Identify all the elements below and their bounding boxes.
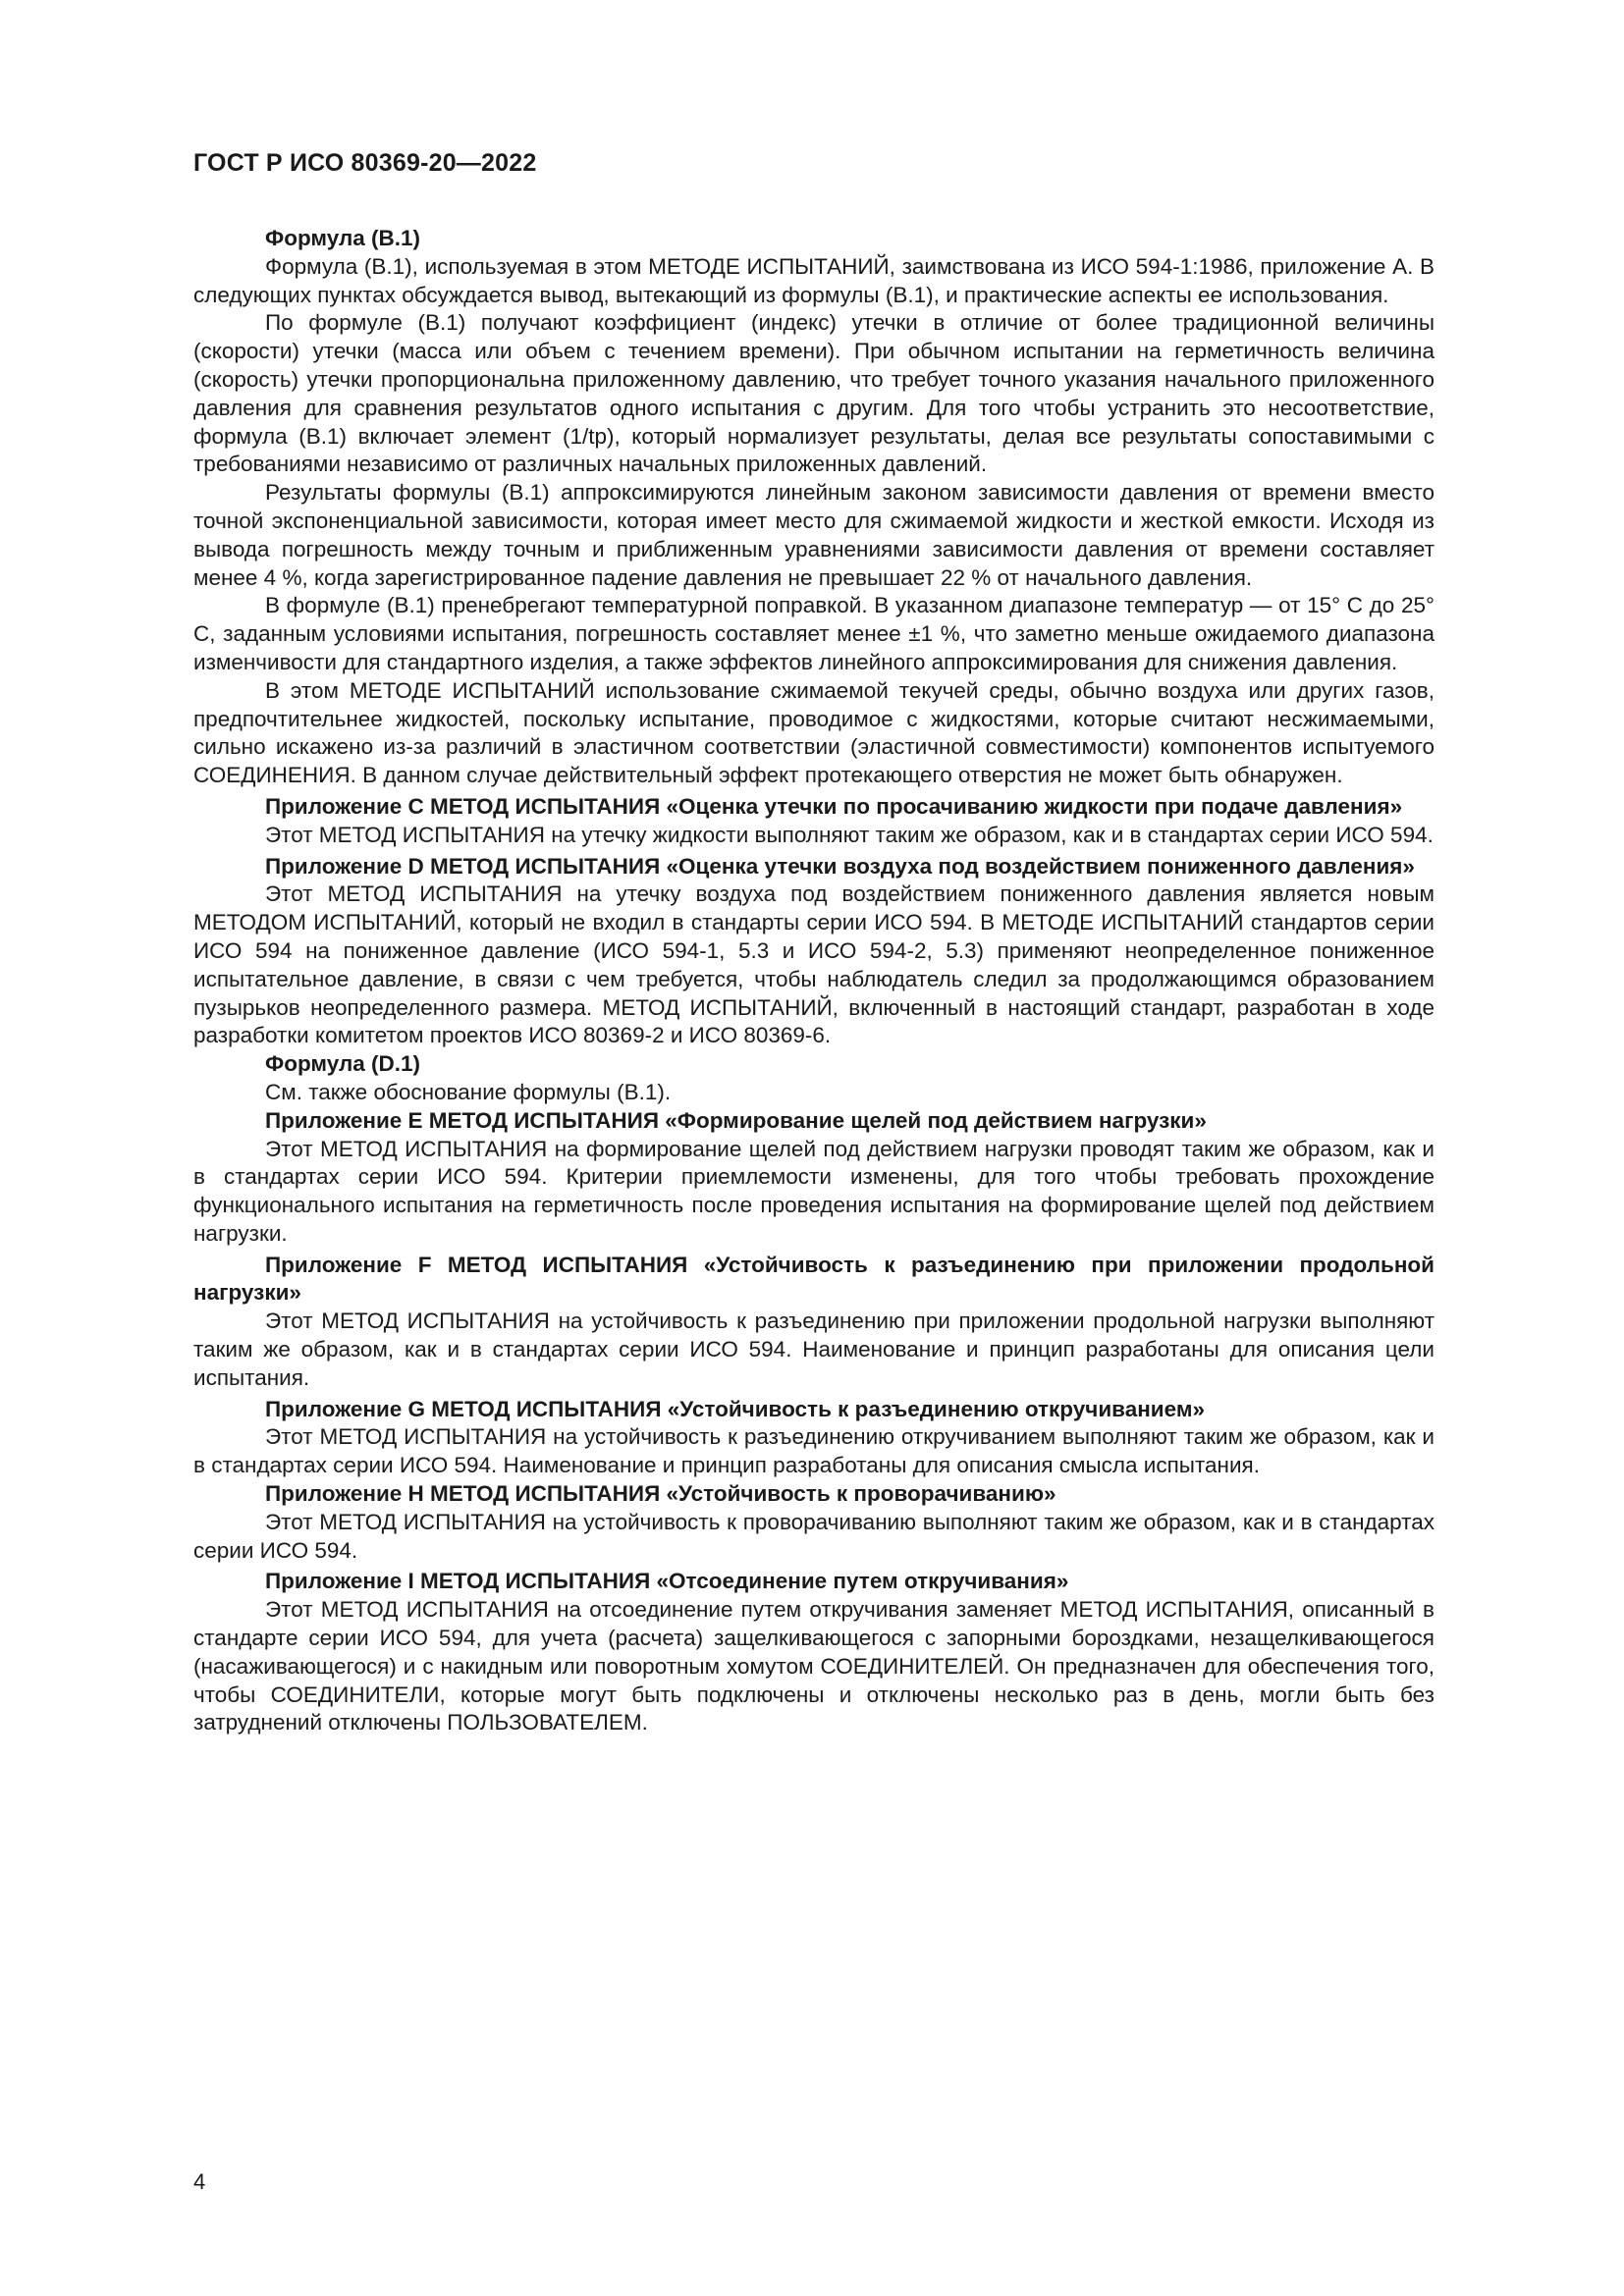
paragraph: Этот МЕТОД ИСПЫТАНИЯ на формирование щелей под действием нагрузки проводят таким же образом, как и в стандартах серии ИСО 594. Критерии приемлемости изменены, для того чтобы требовать прохождение функционального испытания на герметичность после проведения испытания на формирование щелей под действием нагрузки. — [193, 1136, 1435, 1246]
heading-annex-d: Приложение D МЕТОД ИСПЫТАНИЯ «Оценка утечки воздуха под воздействием пониженного давления» — [265, 853, 1415, 879]
paragraph: Этот МЕТОД ИСПЫТАНИЯ на отсоединение путем откручивания заменяет МЕТОД ИСПЫТАНИЯ, описанный в стандарте серии ИСО 594, для учета (расчета) защелкивающегося с запорными бороздками, незащелкивающегося (насаживающегося) и с накидным или поворотным хомутом СОЕДИНИТЕЛЕЙ. Он предназначен для обеспечения того, чтобы СОЕДИНИТЕЛИ, которые могут быть подключены и отключены несколько раз в день, могли быть без затруднений отключены ПОЛЬЗОВАТЕЛЕМ. — [193, 1597, 1435, 1735]
paragraph: По формуле (В.1) получают коэффициент (индекс) утечки в отличие от более традиционной величины (скорости) утечки (масса или объем с течением времени). При обычном испытании на герметичность величина (скорость) утечки пропорциональна приложенному давлению, что требует точного указания начального приложенного давления для сравнения результатов одного испытания с другим. Для того чтобы устранить это несоответствие, формула (В.1) включает элемент (1/tp), который нормализует результаты, делая все результаты сопоставимыми с требованиями независимо от различных начальных приложенных давлений. — [193, 310, 1435, 477]
paragraph: См. также обоснование формулы (В.1). — [265, 1079, 672, 1104]
paragraph: В этом МЕТОДЕ ИСПЫТАНИЙ использование сжимаемой текучей среды, обычно воздуха или других газов, предпочтительнее жидкостей, поскольку испытание, проводимое с жидкостями, которые считают несжимаемыми, сильно искажено из-за различий в эластичном соответствии (эластичной совместимости) компонентов испытуемого СОЕДИНЕНИЯ. В данном случае действительный эффект протекающего отверстия не может быть обнаружен. — [193, 677, 1435, 788]
heading-annex-e: Приложение Е МЕТОД ИСПЫТАНИЯ «Формирование щелей под действием нагрузки» — [265, 1107, 1207, 1133]
paragraph: Этот МЕТОД ИСПЫТАНИЯ на устойчивость к разъединению при приложении продольной нагрузки выполняют таким же образом, как и в стандартах серии ИСО 594. Наименование и принцип разработаны для описания цели испытания. — [193, 1308, 1435, 1390]
paragraph: Этот МЕТОД ИСПЫТАНИЯ на устойчивость к разъединению откручиванием выполняют таким же образом, как и в стандартах серии ИСО 594. Наименование и принцип разработаны для описания смысла испытания. — [193, 1424, 1435, 1478]
paragraph: Этот МЕТОД ИСПЫТАНИЯ на утечку жидкости выполняют таким же образом, как и в стандартах серии ИСО 594. — [265, 822, 1434, 847]
heading-annex-f: Приложение F МЕТОД ИСПЫТАНИЯ «Устойчивость к разъединению при приложении продольной нагрузки» — [193, 1252, 1435, 1306]
heading-annex-h: Приложение Н МЕТОД ИСПЫТАНИЯ «Устойчивость к проворачиванию» — [265, 1481, 1056, 1507]
paragraph: Этот МЕТОД ИСПЫТАНИЯ на устойчивость к проворачиванию выполняют таким же образом, как и в стандартах серии ИСО 594. — [193, 1509, 1435, 1563]
heading-annex-c: Приложение С МЕТОД ИСПЫТАНИЯ «Оценка утечки по просачиванию жидкости при подаче давления» — [265, 793, 1403, 819]
heading-annex-g: Приложение G МЕТОД ИСПЫТАНИЯ «Устойчивость к разъединению откручиванием» — [265, 1396, 1206, 1421]
paragraph: Этот МЕТОД ИСПЫТАНИЯ на утечку воздуха под воздействием пониженного давления является новым МЕТОДОМ ИСПЫТАНИЙ, который не входил в стандарты серии ИСО 594. В МЕТОДЕ ИСПЫТАНИЙ стандартов серии ИСО 594 на пониженное давление (ИСО 594-1, 5.3 и ИСО 594-2, 5.3) применяют неопределенное пониженное испытательное давление, в связи с чем требуется, чтобы наблюдатель следил за продолжающимся образованием пузырьков неопределенного размера. МЕТОД ИСПЫТАНИЙ, включенный в настоящий стандарт, разработан в ходе разработки комитетом проектов ИСО 80369-2 и ИСО 80369-6. — [193, 881, 1435, 1048]
document-body — [193, 225, 1435, 1737]
paragraph: Результаты формулы (В.1) аппроксимируются линейным законом зависимости давления от времени вместо точной экспоненциальной зависимости, которая имеет место для сжимаемой жидкости и жесткой емкости. Исходя из вывода погрешность между точным и приближенным уравнениями зависимости давления от времени составляет менее 4 %, когда зарегистрированное падение давления не превышает 22 % от начального давления. — [193, 480, 1435, 590]
heading-formula-d1: Формула (D.1) — [265, 1051, 421, 1077]
page-number: 4 — [193, 2169, 206, 2194]
heading-formula-b1: Формула (В.1) — [265, 226, 421, 250]
paragraph: Формула (В.1), используемая в этом МЕТОДЕ ИСПЫТАНИЙ, заимствована из ИСО 594-1:1986, приложение А. В следующих пунктах обсуждается вывод, вытекающий из формулы (В.1), и практические аспекты ее использования. — [193, 253, 1435, 307]
document-header: ГОСТ Р ИСО 80369-20—2022 — [193, 149, 537, 177]
paragraph: В формуле (В.1) пренебрегают температурной поправкой. В указанном диапазоне температур — от 15° С до 25° С, заданным условиями испытания, погрешность составляет менее ±1 %, что заметно меньше ожидаемого диапазона изменчивости для стандартного изделия, а также эффектов линейного аппроксимирования для снижения давления. — [193, 593, 1435, 674]
heading-annex-i: Приложение I МЕТОД ИСПЫТАНИЯ «Отсоединение путем откручивания» — [265, 1569, 1069, 1594]
